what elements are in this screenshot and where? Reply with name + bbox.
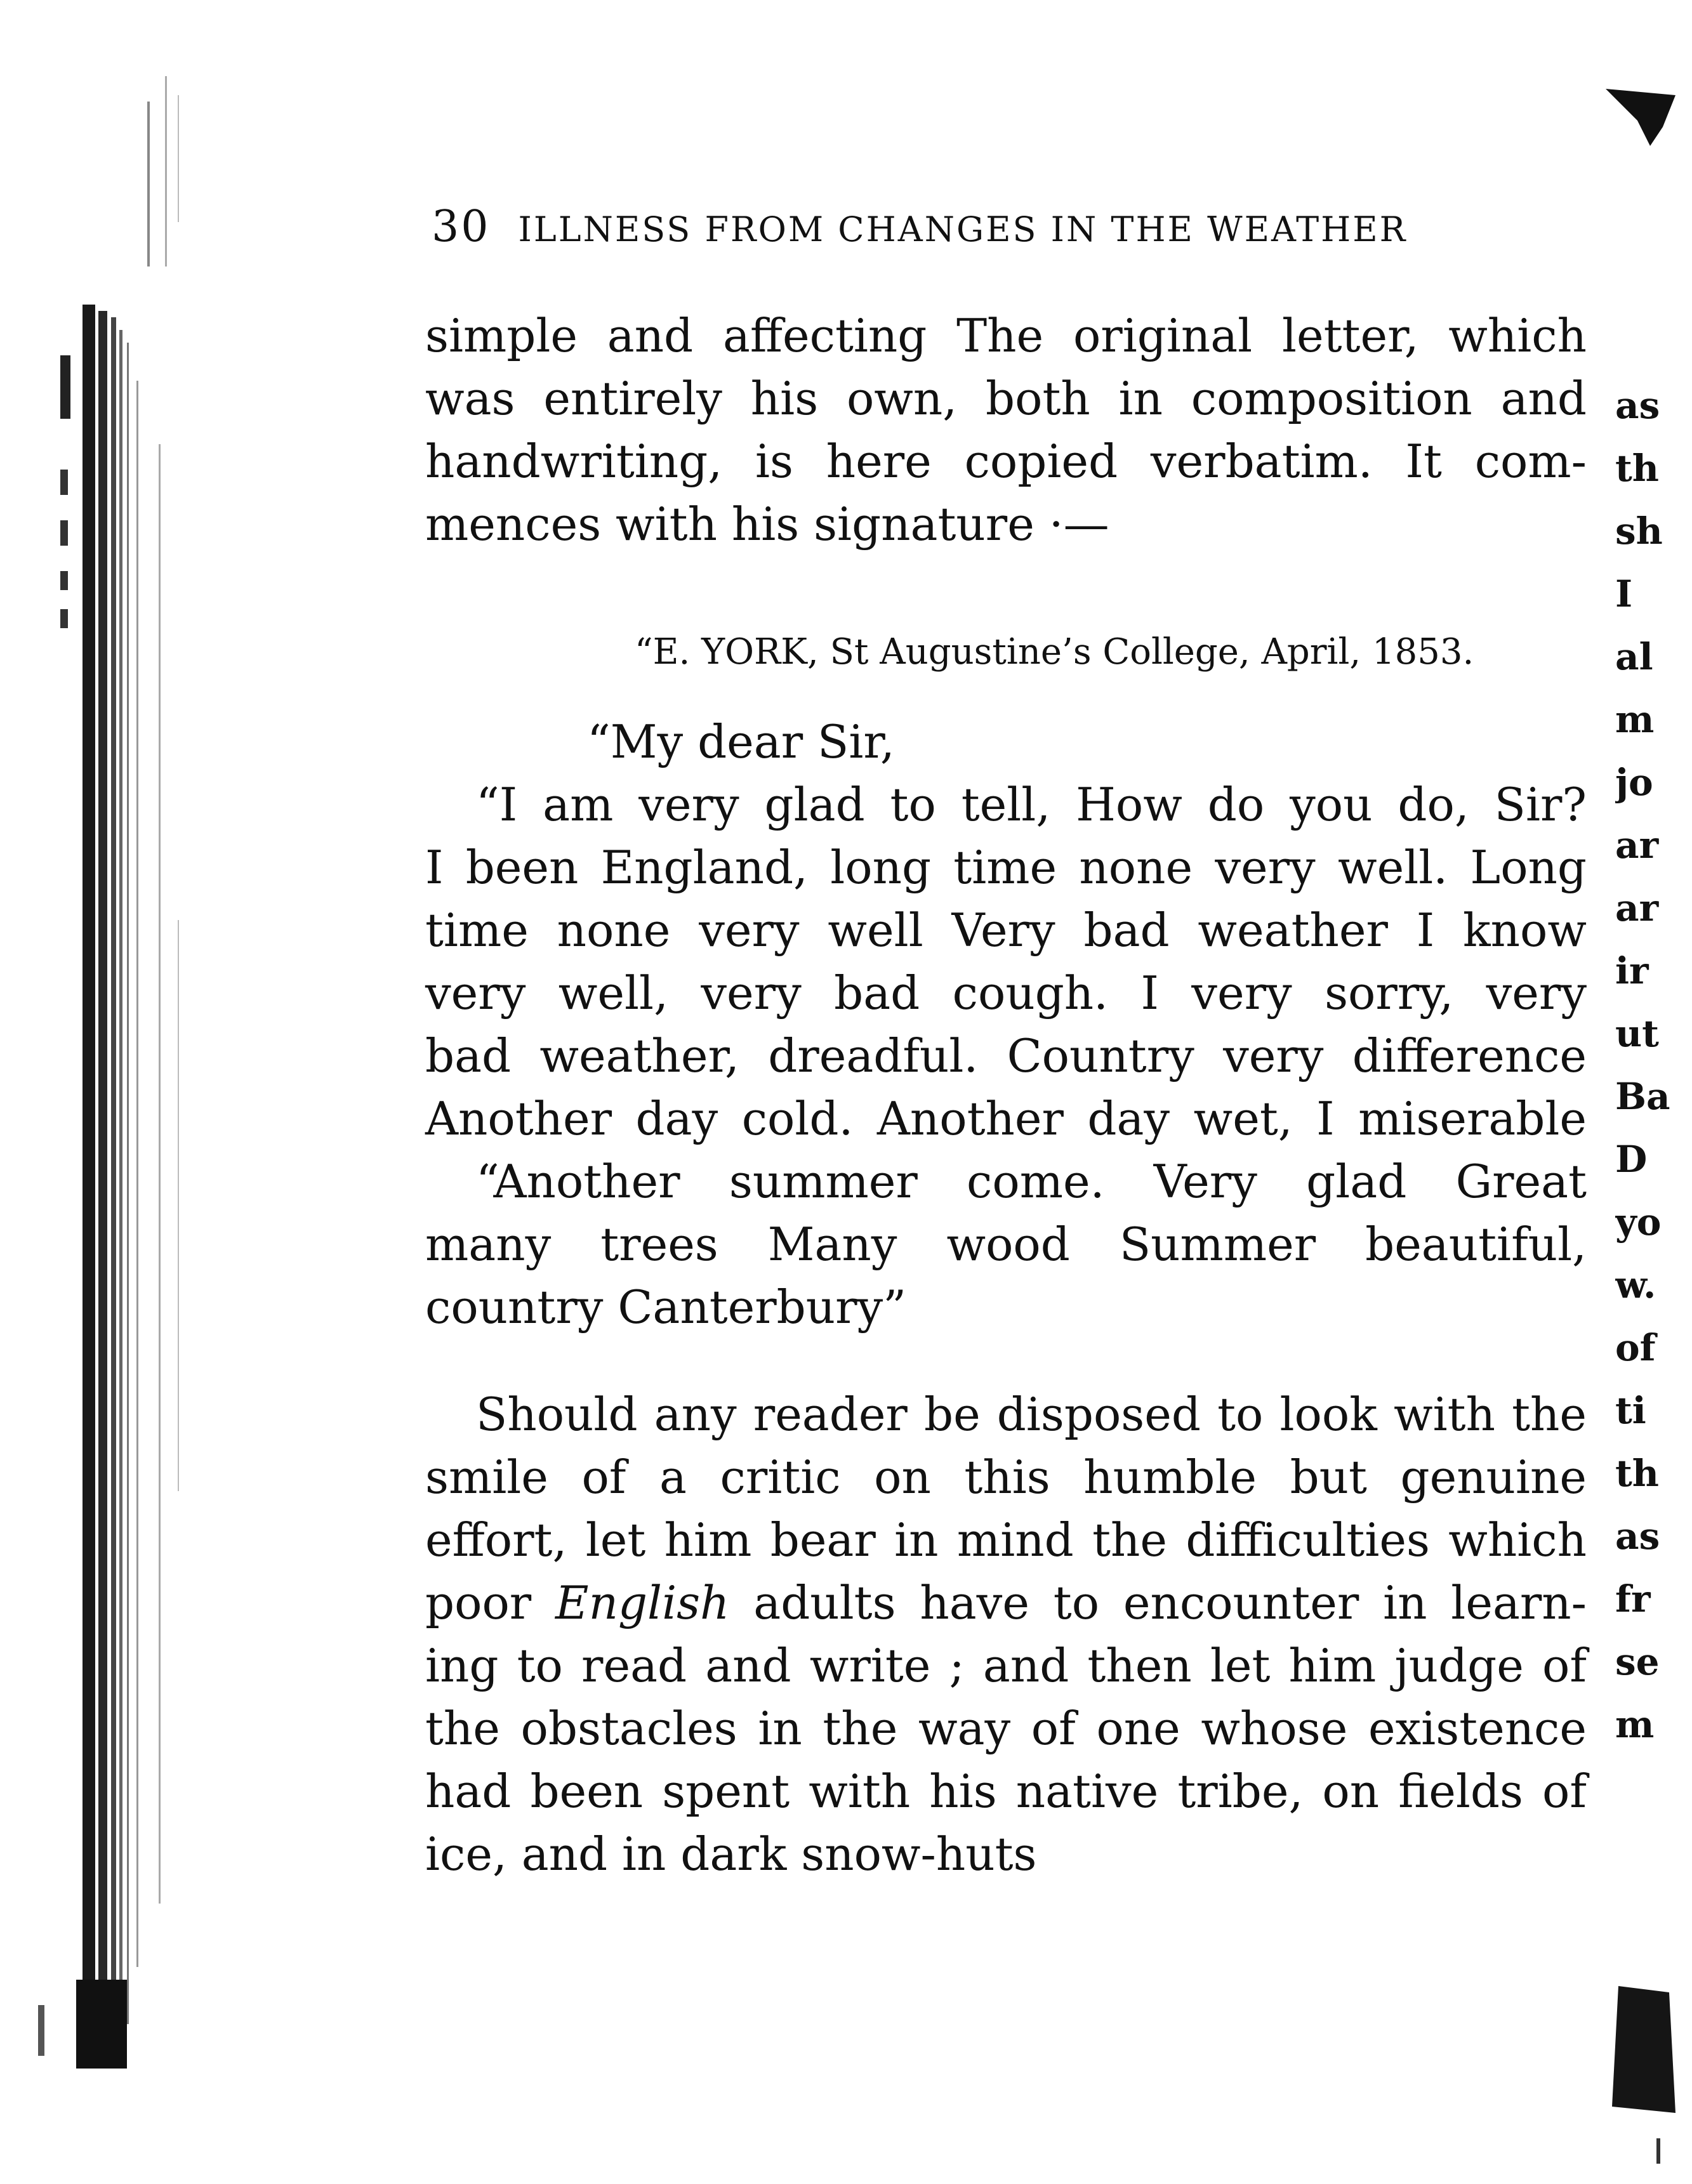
facing-page-fragments [1615,374,1692,1756]
fragment-7: jo [1615,761,1653,804]
letter-line-1: “I am very glad to tell, How do you do, Sir? [476,778,1587,831]
fragment-16: of [1615,1326,1656,1369]
fragment-2: th [1615,447,1659,490]
closing-paragraph [425,1383,1587,1886]
letter-salutation: “My dear Sir, [587,715,895,768]
fragment-8: ar [1615,824,1659,867]
letter-line-9: country Canterbury” [425,1280,907,1334]
intro-line-4: mences with his signature ·— [425,497,1109,551]
letter-line-6: Another day cold. Another day wet, I miserable [425,1092,1587,1145]
fragment-20: fr [1615,1577,1651,1621]
page-number: 30 [432,202,491,252]
fragment-5: al [1615,635,1653,678]
closing-line-3: effort, let him bear in mind the difficulties which [425,1513,1587,1567]
fragment-11: ut [1615,1012,1659,1055]
fragment-19: as [1615,1515,1660,1558]
closing-line-4-emphasis: English [555,1576,730,1629]
closing-line-4-post: adults have to encounter in learn- [729,1576,1587,1629]
closing-line-1: Should any reader be disposed to look with the [476,1388,1587,1441]
fragment-9: ar [1615,886,1659,930]
closing-line-2: smile of a critic on this humble but genuine [425,1451,1587,1504]
letter-dateline: “E. YORK, St Augustine’s College, April, 1853. [635,631,1474,673]
fragment-17: ti [1615,1389,1646,1432]
running-head [432,202,1574,255]
running-head-title: ILLNESS FROM CHANGES IN THE WEATHER [518,209,1408,249]
letter-body [425,711,1587,1339]
fragment-22: m [1615,1703,1655,1746]
letter-line-2: I been England, long time none very well. Long [425,841,1587,894]
letter-line-7: “Another summer come. Very glad Great [476,1155,1587,1208]
fragment-14: yo [1615,1201,1662,1244]
intro-line-1: simple and affecting The original letter, which [425,309,1587,362]
intro-paragraph [425,305,1587,556]
fragment-6: m [1615,698,1655,741]
fragment-12: Ba [1615,1075,1670,1118]
fragment-21: se [1615,1640,1660,1683]
closing-line-8: ice, and in dark snow-huts [425,1827,1037,1881]
closing-line-4-pre: poor [425,1576,556,1629]
fragment-18: th [1615,1452,1659,1495]
intro-line-3: handwriting, is here copied verbatim. It com- [425,435,1587,488]
closing-line-6: the obstacles in the way of one whose existence [425,1702,1587,1755]
scan-gutter-left [0,0,209,2184]
letter-line-5: bad weather, dreadful. Country very difference [425,1029,1587,1082]
letter-line-4: very well, very bad cough. I very sorry, very [425,966,1587,1020]
intro-line-2: was entirely his own, both in composition and [425,372,1587,425]
fragment-10: ir [1615,949,1649,992]
fragment-4: I [1615,572,1633,615]
fragment-1: as [1615,384,1660,427]
closing-line-5: ing to read and write ; and then let him judge of [425,1639,1587,1692]
letter-line-3: time none very well Very bad weather I know [425,904,1587,957]
fragment-13: D [1615,1138,1648,1181]
closing-line-4 [425,1572,1587,1635]
letter-line-8: many trees Many wood Summer beautiful, [425,1218,1587,1271]
fragment-3: sh [1615,510,1663,553]
fragment-15: w. [1615,1263,1656,1306]
closing-line-7: had been spent with his native tribe, on fields of [425,1765,1587,1818]
